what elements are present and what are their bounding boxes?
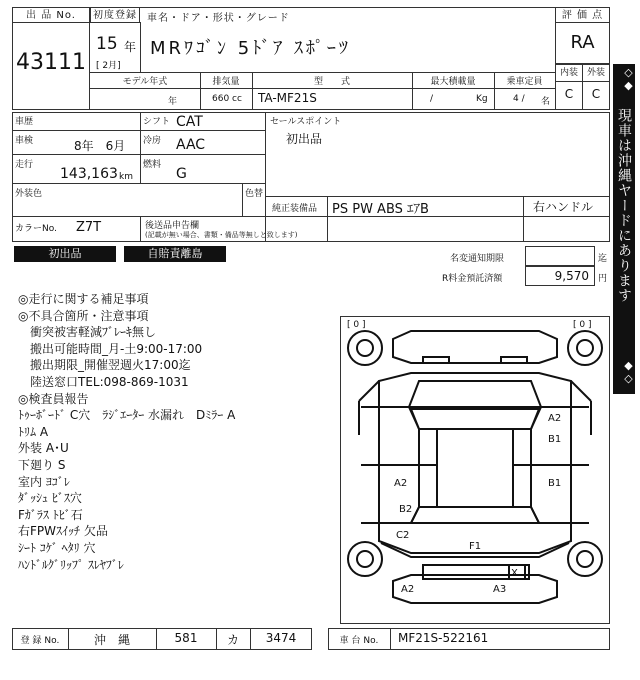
color-swatch-label: 色替 — [245, 189, 264, 199]
damage-mark: B2 — [399, 504, 413, 515]
doc-note: (記載が無い場合、書類・備品等無しと致します) — [145, 231, 298, 239]
recycle-label: R料金預託済額 — [442, 274, 503, 284]
fuel-label: 燃料 — [143, 160, 162, 170]
reg-number: 3474 — [265, 631, 297, 645]
first-listing-badge: 初出品 — [14, 246, 116, 262]
note-line: 下廻り S — [18, 457, 66, 472]
damage-mark: C2 — [396, 530, 410, 541]
lot-number: 43111 — [16, 50, 86, 75]
spec-model-year: 年 — [168, 97, 178, 107]
fuel-value: G — [176, 166, 187, 182]
mileage-value: 143,163 — [60, 166, 118, 182]
det-line-1 — [12, 130, 265, 131]
det-vsep-2 — [265, 112, 266, 242]
grade-label: 評 価 点 — [555, 7, 610, 23]
inspection-notes — [18, 291, 338, 573]
car-diagram-svg — [341, 317, 609, 623]
det-line-2 — [12, 154, 265, 155]
name-label: 車名・ドア・形状・グレード — [147, 13, 290, 24]
side-banner — [613, 64, 635, 394]
interior-value: C — [555, 81, 583, 110]
wheel-fr — [568, 331, 602, 365]
spec-label-displacement: 排気量 — [212, 77, 240, 87]
recycle-value: 9,570 — [554, 269, 589, 283]
history-label: 車歴 — [15, 117, 34, 127]
spec-label-type: 型 式 — [313, 77, 350, 87]
exterior-label: 外装 — [582, 64, 610, 82]
right-zero-tag: [ 0 ] — [573, 320, 592, 330]
note-line: ﾀﾞｯｼｭ ﾋﾞｽ穴 — [18, 491, 82, 506]
mileage-unit: km — [119, 172, 133, 182]
spec-capacity-unit: 名 — [541, 97, 551, 107]
reg-month: [ 2月] — [96, 61, 121, 71]
shift-value: CAT — [176, 114, 203, 130]
self-insurance-badge: 自賠責離島 — [124, 246, 226, 262]
exterior-value: C — [582, 81, 610, 110]
note-line: 外装 A･U — [18, 441, 69, 456]
reg-label: 初度登録 — [90, 7, 140, 23]
reg-kana: カ — [226, 633, 239, 647]
ac-label: 冷房 — [143, 136, 162, 146]
shaken-value: 8年 6月 — [74, 139, 126, 153]
notice-unit: 迄 — [598, 254, 608, 264]
banner-bottom-mark: ◆◇ — [622, 359, 635, 385]
damage-mark: F1 — [469, 541, 482, 552]
shaken-label: 車検 — [15, 136, 34, 146]
notice-label: 名変通知期限 — [450, 254, 505, 264]
note-line: ◎不具合箇所・注意事項 — [18, 308, 149, 323]
note-line: ﾄｩｰﾎﾞｰﾄﾞ C穴 ﾗｼﾞｴｰﾀｰ 水漏れ Dﾐﾗｰ A — [18, 408, 236, 423]
reg-area: 沖 縄 — [93, 633, 130, 647]
spec-divider-top — [90, 72, 555, 73]
sales-label: セールスポイント — [270, 117, 342, 127]
damage-mark: A2 — [401, 584, 415, 595]
spec-label-capacity: 乗車定員 — [506, 77, 543, 87]
det-line-3 — [12, 183, 265, 184]
reg-no-label: 登 録 No. — [20, 636, 60, 646]
color-no-value: Z7T — [76, 220, 102, 235]
shift-label: シフト — [143, 117, 171, 127]
damage-mark: A2 — [394, 478, 408, 489]
spec-sep-4 — [494, 72, 495, 110]
note-line: 搬出期限_開催翌週火17:00迄 — [18, 358, 191, 373]
equip-label: 純正装備品 — [272, 204, 318, 214]
spec-sep-2 — [252, 72, 253, 110]
notice-box — [525, 246, 595, 266]
note-line: ﾊﾝﾄﾞﾙｸﾞﾘｯﾌﾟ ｽﾚﾔﾌﾞﾚ — [18, 557, 124, 572]
note-line: 右FPWｽｲｯﾁ 欠品 — [18, 524, 108, 539]
divider-reg — [140, 22, 141, 72]
damage-mark: B1 — [548, 434, 562, 445]
front-bumper-shape — [393, 331, 557, 363]
note-line: Fｶﾞﾗｽ ﾄﾋﾞ石 — [18, 507, 83, 522]
interior-label: 内装 — [555, 64, 583, 82]
ext-color-label: 外装色 — [15, 189, 43, 199]
reg-class: 581 — [174, 631, 198, 645]
damage-mark: A3 — [493, 584, 507, 595]
wheel-rl — [348, 542, 382, 576]
spec-max-load-unit: Kg — [476, 94, 488, 104]
color-no-label: カラーNo. — [15, 224, 57, 234]
note-line: 衝突被害軽減ﾌﾞﾚｰｷ無し — [18, 325, 157, 340]
spec-label-max-load: 最大積載量 — [430, 77, 476, 87]
grade-value: RA — [570, 32, 595, 53]
note-line: 室内 ﾖｺﾞﾚ — [18, 474, 70, 489]
color-sep — [242, 183, 243, 216]
note-line: ◎検査員報告 — [18, 391, 89, 406]
sales-value: 初出品 — [286, 132, 323, 146]
doc-label: 後送品申告欄 — [145, 221, 200, 231]
spec-capacity: 4 / — [513, 94, 525, 104]
color-no-sep — [140, 216, 141, 242]
recycle-unit: 円 — [598, 274, 608, 284]
equip-sep-2 — [523, 196, 524, 242]
note-line: ｼｰﾄ ｺｹﾞ ﾍﾀﾘ 穴 — [18, 540, 96, 555]
reg-year: 15 — [96, 34, 118, 54]
banner-top-mark: ◇◆ — [622, 66, 635, 92]
foot-sep-5 — [390, 628, 391, 650]
spec-sep-3 — [412, 72, 413, 110]
left-zero-tag: [ 0 ] — [347, 320, 366, 330]
note-line: ◎走行に関する補足事項 — [18, 292, 149, 306]
chassis-label: 車 台 No. — [339, 636, 379, 646]
body-outline — [379, 373, 571, 553]
mileage-label: 走行 — [15, 160, 34, 170]
year-unit: 年 — [124, 40, 137, 54]
spec-divider-mid — [90, 88, 555, 89]
spec-max-load-sep: / — [430, 94, 434, 104]
note-line: 搬出可能時間_月-土9:00-17:00 — [18, 341, 203, 356]
equip-value: PS PW ABS ｴｱB — [332, 202, 429, 217]
det-line-4 — [12, 216, 610, 217]
handle-value: 右ハンドル — [533, 200, 594, 214]
spec-sep-1 — [200, 72, 201, 110]
spec-type: TA-MF21S — [258, 91, 317, 105]
damage-mark: A2 — [548, 413, 562, 424]
spec-displacement: 660 cc — [212, 94, 242, 104]
damage-diagram — [340, 316, 610, 624]
det-vsep-1 — [140, 112, 141, 184]
equip-line — [265, 196, 610, 197]
wheel-rr — [568, 542, 602, 576]
ac-value: AAC — [176, 137, 206, 153]
damage-mark: X — [511, 568, 518, 579]
wheel-fl — [348, 331, 382, 365]
chassis-value: MF21S-522161 — [398, 631, 489, 645]
car-name: MRﾜｺﾞﾝ 5ﾄﾞｱ ｽﾎﾟｰﾂ — [150, 38, 351, 59]
note-line: ﾄﾘﾑ A — [18, 424, 49, 439]
spec-label-model-year: モデル年式 — [122, 77, 168, 87]
equip-sep-1 — [327, 196, 328, 242]
damage-mark: B1 — [548, 478, 562, 489]
lot-label: 出 品 No. — [12, 7, 90, 23]
note-line: 陸送窓口TEL:098-869-1031 — [18, 374, 189, 389]
banner-text: 現車は沖縄ヤードにあります — [616, 108, 632, 303]
